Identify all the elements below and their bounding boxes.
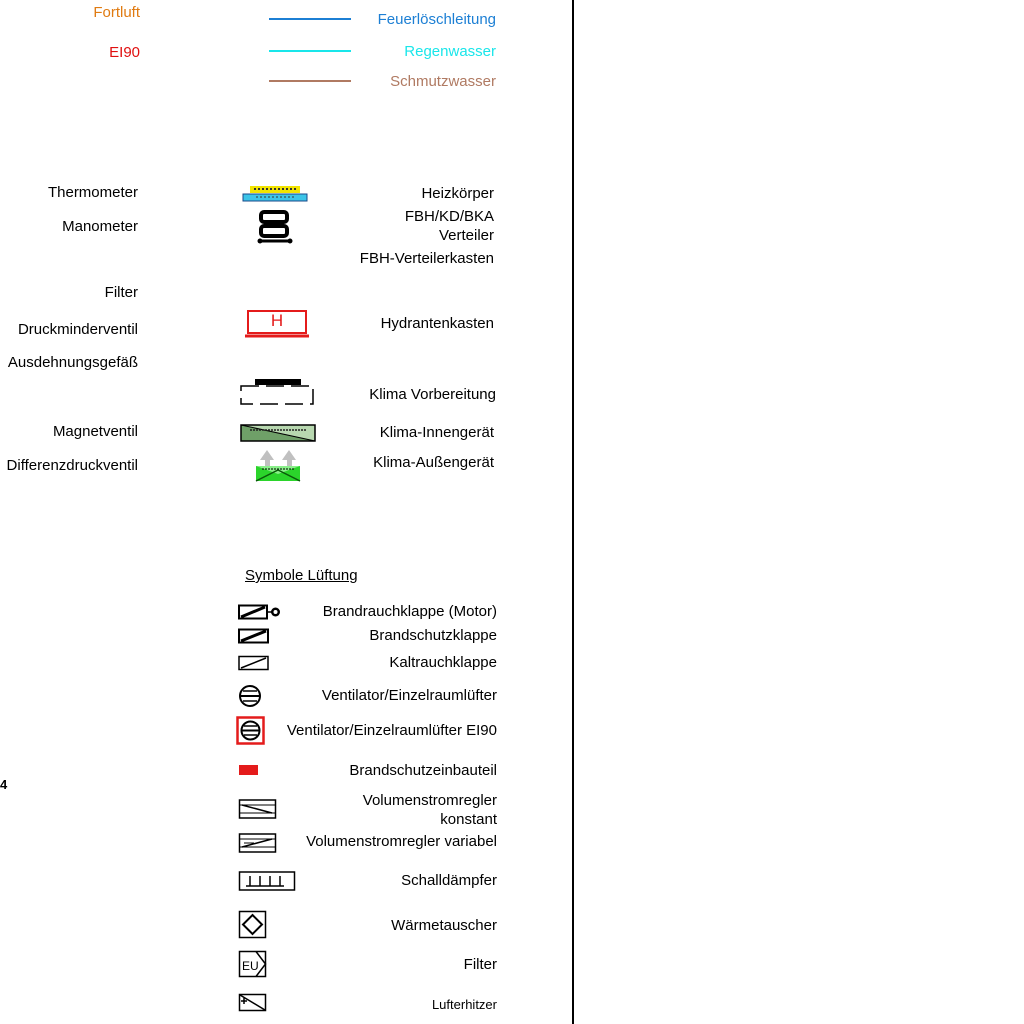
brandschutzeinbauteil-icon [239,765,258,775]
druckminderventil-label: Druckminderventil [17,321,138,338]
klima-vorbereitung-icon [240,378,316,406]
thermometer-label: Thermometer [47,184,138,201]
lufterhitzer-icon [238,993,268,1013]
brandrauchklappe-motor-icon [238,604,282,621]
klima-vorbereitung-label: Klima Vorbereitung [369,386,496,403]
fbh-verteiler-label-2: Verteiler [438,227,494,244]
volumenstromregler-variabel-icon [238,832,278,855]
schmutzwasser-line [269,80,351,82]
fbh-verteiler-label-1: FBH/KD/BKA [404,208,494,225]
vsr-konstant-label-2: konstant [440,811,497,828]
filter-icon [238,950,268,979]
ausdehnungsgefaess-label: Ausdehnungsgefäß [7,354,138,371]
manometer-label: Manometer [62,218,138,235]
volumenstromregler-konstant-icon [238,798,278,821]
lufterhitzer-label: Lufterhitzer [431,997,497,1012]
filter-label: Filter [463,956,497,973]
hydrant-letter: H [270,311,284,330]
ei90-label: EI90 [109,44,140,61]
vsr-konstant-label-1: Volumenstromregler [362,792,497,809]
schmutzwasser-label: Schmutzwasser [390,73,496,90]
klima-innengeraet-label: Klima-Innengerät [379,424,494,441]
klima-aussengeraet-icon [254,448,302,482]
brandschutzeinbauteil-label: Brandschutzeinbauteil [349,762,497,779]
schalldaempfer-icon [238,870,296,892]
fortluft-label: Fortluft [93,4,140,21]
heizkoerper-icon [242,185,308,203]
fbh-verteiler-icon [256,208,294,246]
schalldaempfer-label: Schalldämpfer [401,872,497,889]
hydrantenkasten-icon [245,309,309,339]
vsr-variabel-label: Volumenstromregler variabel [306,833,497,850]
ventilator-ei90-label: Ventilator/Einzelraumlüfter EI90 [286,722,497,739]
regenwasser-line [269,50,351,52]
klima-aussengeraet-label: Klima-Außengerät [373,454,494,471]
ventilator-icon [238,684,262,708]
brandschutzklappe-label: Brandschutzklappe [369,627,497,644]
differenzdruckventil-label: Differenzdruckventil [6,457,138,474]
feuerloeschleitung-line [269,18,351,20]
brandschutzklappe-icon [238,628,270,645]
sheet-divider-line [572,0,574,1024]
filter-symbol-text: EU [242,959,259,973]
lueftung-heading: Symbole Lüftung [245,567,358,584]
klima-innengeraet-icon [240,424,316,442]
ventilator-ei90-icon [236,716,266,745]
filter-left-label: Filter [104,284,138,301]
regenwasser-label: Regenwasser [404,43,496,60]
ventilator-label: Ventilator/Einzelraumlüfter [321,687,497,704]
fbh-verteilerkasten-label: FBH-Verteilerkasten [359,250,494,267]
kaltrauchklappe-label: Kaltrauchklappe [389,654,497,671]
side-number: 4 [0,777,8,792]
feuerloeschleitung-label: Feuerlöschleitung [377,11,496,28]
waermetauscher-icon [238,910,268,940]
hydrantenkasten-label: Hydrantenkasten [380,315,494,332]
magnetventil-label: Magnetventil [52,423,138,440]
brandrauchklappe-label: Brandrauchklappe (Motor) [322,603,497,620]
kaltrauchklappe-icon [238,655,270,672]
heizkoerper-label: Heizkörper [421,185,494,202]
waermetauscher-label: Wärmetauscher [391,917,497,934]
